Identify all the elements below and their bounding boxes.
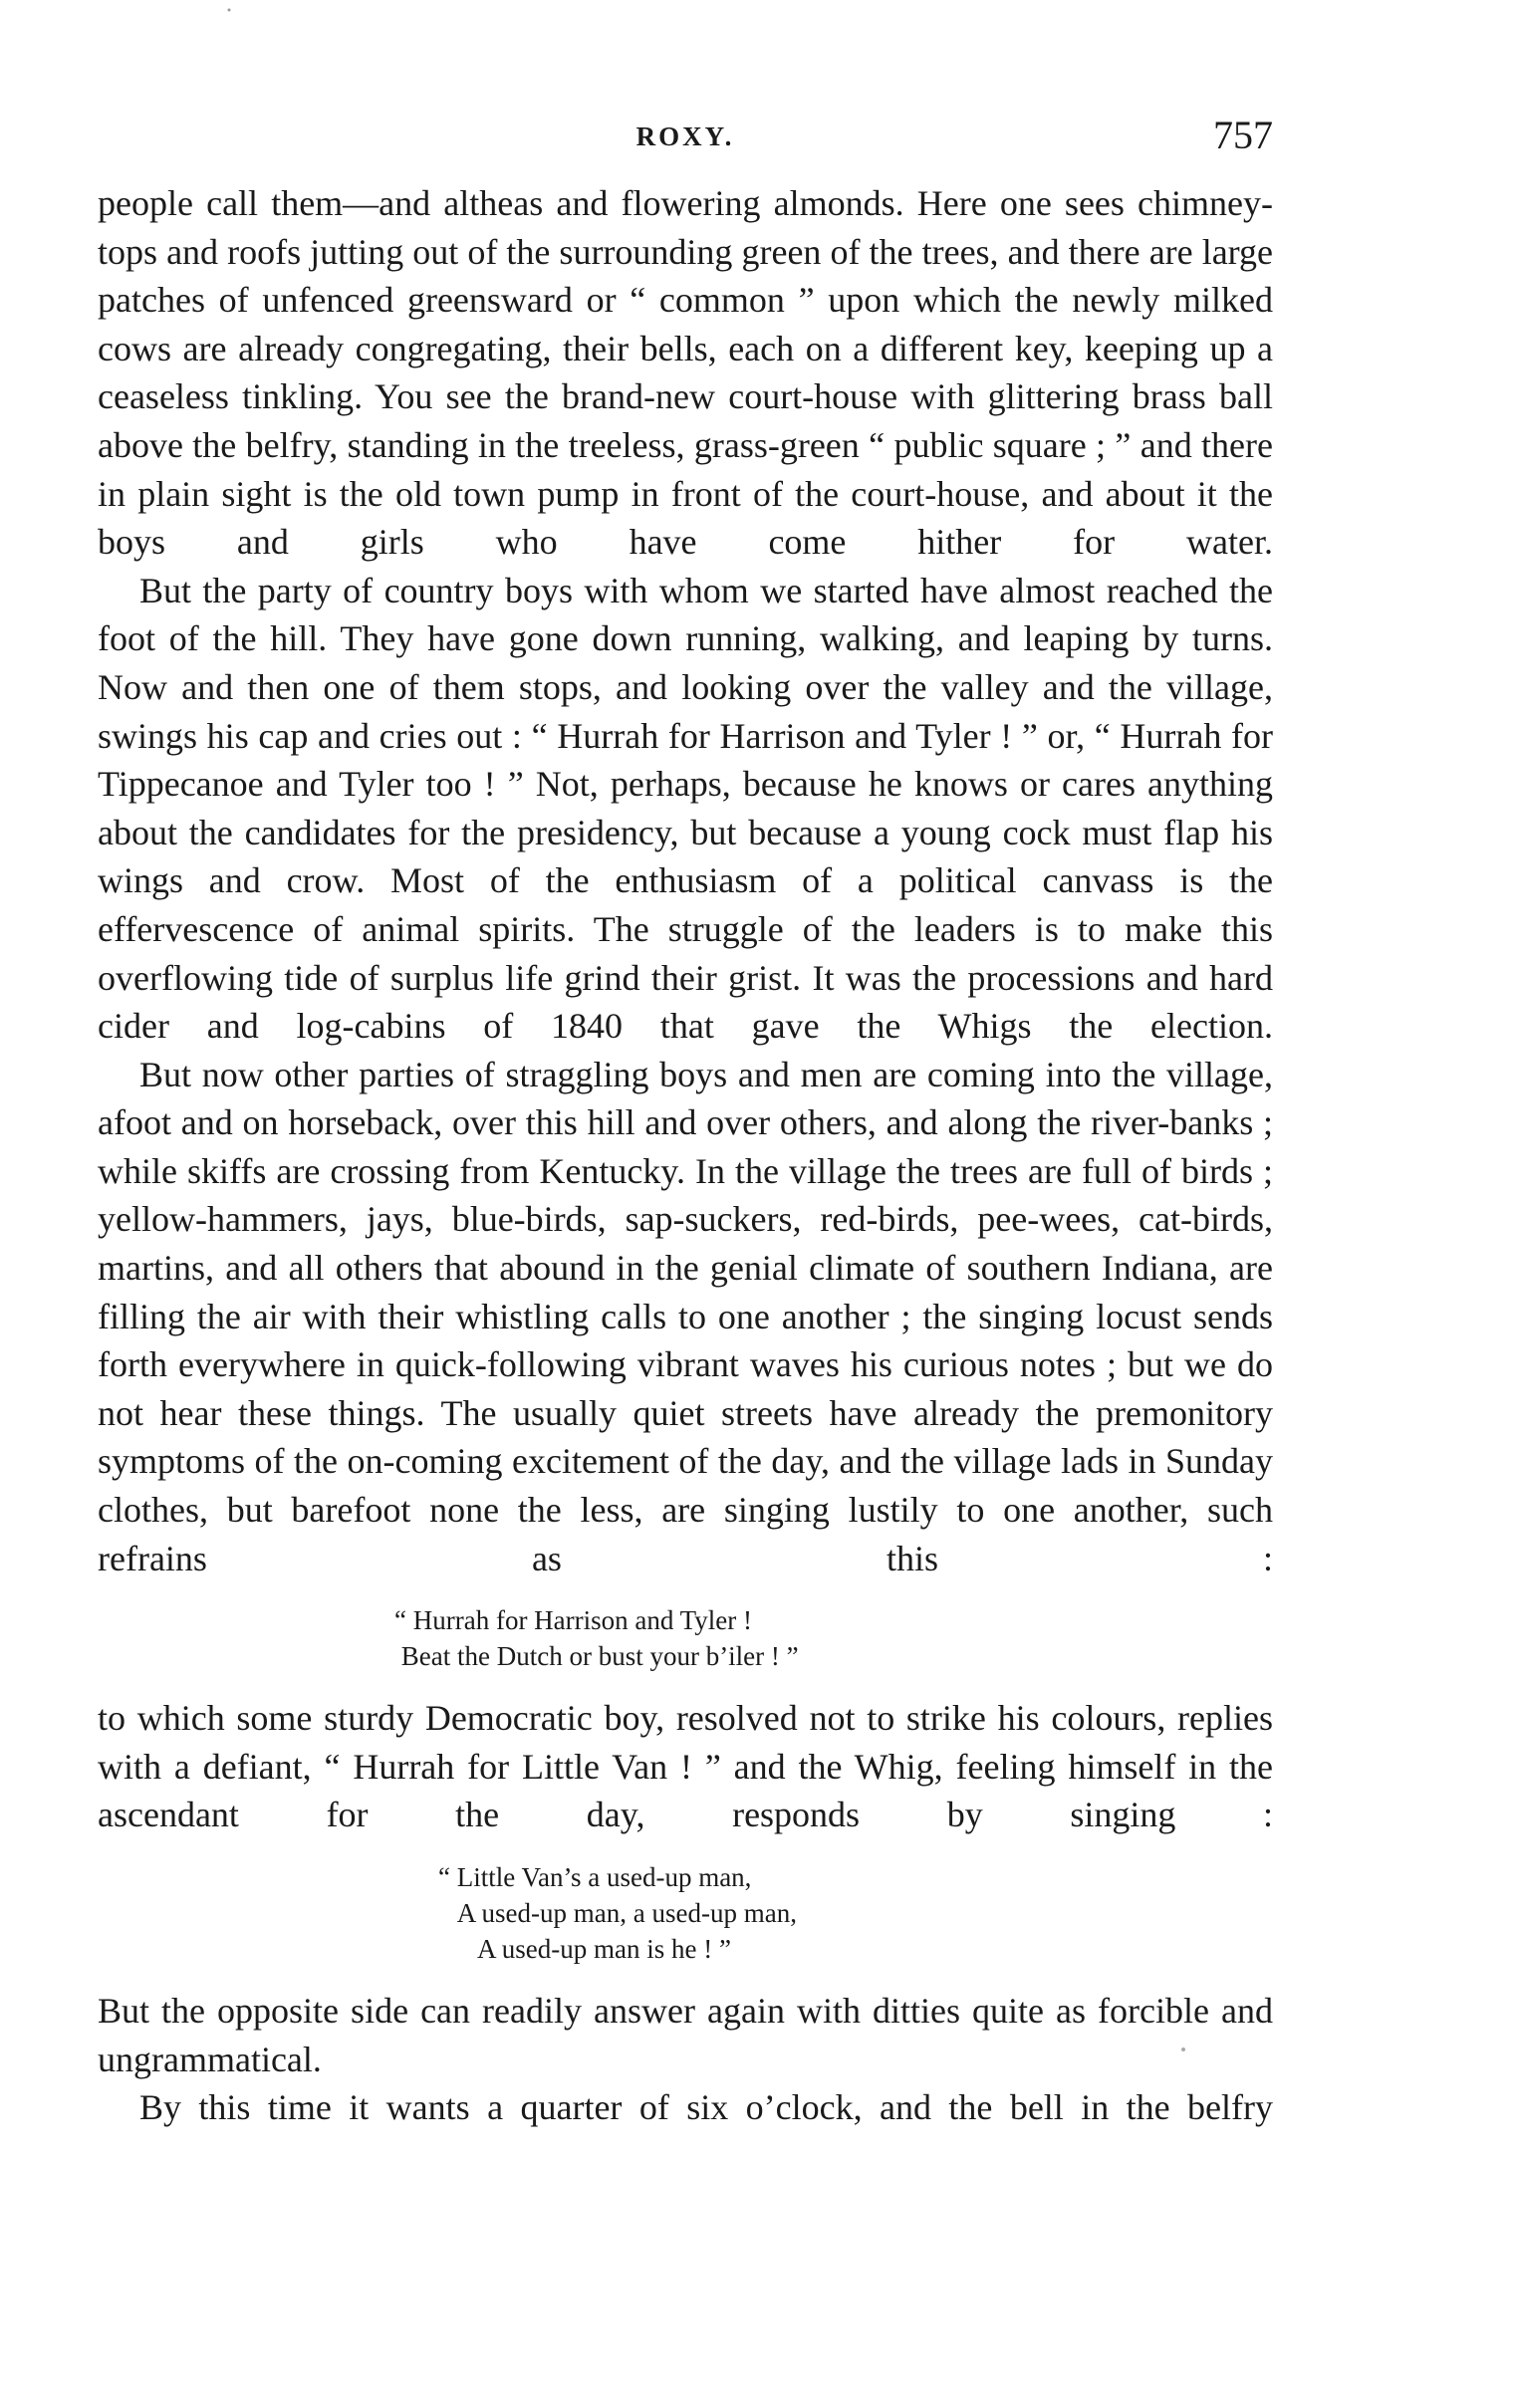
verse-line: Beat the Dutch or bust your b’iler ! ” (394, 1641, 799, 1672)
paragraph-1: people call them—and altheas and flowering almonds. Here one sees chimney-tops and roofs jutting out of the surrounding green of the trees, and there are large patches of unfenced greensward or “ common ” upon which the newly milked cows are already congregating, their bells, each on a different key, keeping up a ceaseless tinkling. You see the brand-new court-house with glittering brass ball above the belfry, standing in the treeless, grass-green “ public square ; ” and there in plain sight is the old town pump in front of the court-house, and about it the boys and girls who have come hither for water. (98, 183, 1273, 563)
paragraph-4: to which some sturdy Democratic boy, resolved not to strike his colours, replies with a defiant, “ Hurrah for Little Van ! ” and the Whig, feeling himself in the ascendant for the day, responds by singing : (98, 1698, 1273, 1835)
speck (228, 9, 231, 12)
paragraph-6: By this time it wants a quarter of six o’clock, and the bell in the belfry (139, 2087, 1273, 2128)
paragraph-5: But the opposite side can readily answer again with ditties quite as forcible and ungrammatical. (98, 1991, 1273, 2079)
paragraph-3: But now other parties of straggling boys and men are coming into the village, afoot and on horseback, over this hill and over others, and along the river-banks ; while skiffs are crossing from Kentucky. In the village the trees are full of birds ; yellow-hammers, jays, blue-birds, sap-suckers, red-birds, pee-wees, cat-birds, martins, and all others that abound in the genial climate of southern Indiana, are filling the air with their whistling calls to one another ; the singing locust sends forth everywhere in quick-following vibrant waves his curious notes ; but we do not hear these things. The usually quiet streets have already the premonitory symptoms of the on-coming excitement of the day, and the village lads in Sunday clothes, but barefoot none the less, are singing lustily to one another, such refrains as this : (98, 1054, 1273, 1578)
verse-line: “ Hurrah for Harrison and Tyler ! (394, 1605, 752, 1636)
verse-line: A used-up man, a used-up man, (438, 1898, 797, 1928)
page-number: 757 (1213, 113, 1273, 157)
paragraph-2: But the party of country boys with whom we started have almost reached the foot of the hill. They have gone down running, walking, and leaping by turns. Now and then one of them stops, and looking over the valley and the village, swings his cap and cries out : “ Hurrah for Harrison and Tyler ! ” or, “ Hurrah for Tippecanoe and Tyler too ! ” Not, perhaps, because he knows or cares anything about the candidates for the presidency, but because a young cock must flap his wings and crow. Most of the enthusiasm of a political canvass is the effervescence of animal spirits. The struggle of the leaders is to make this overflowing tide of surplus life grind their grist. It was the processions and hard cider and log-cabins of 1840 that gave the Whigs the election. (98, 570, 1273, 1047)
verse-line: A used-up man is he ! ” (438, 1934, 731, 1964)
speck (1181, 2047, 1185, 2051)
verse-line: “ Little Van’s a used-up man, (438, 1862, 752, 1892)
running-head: ROXY. (635, 121, 735, 151)
